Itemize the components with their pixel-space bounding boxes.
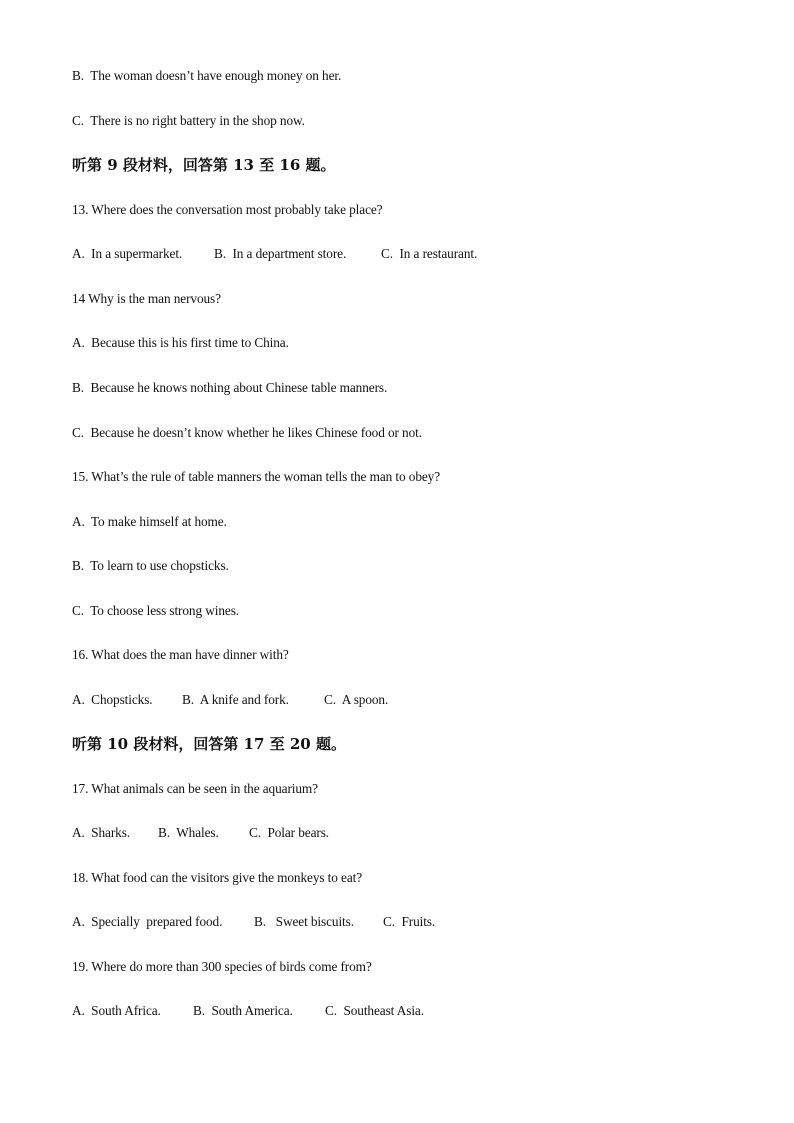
question-13-options xyxy=(72,245,477,263)
option-line: C. There is no right battery in the shop now. xyxy=(72,113,305,128)
option-line: C. Because he doesn’t know whether he likes Chinese food or not. xyxy=(72,425,422,440)
option-c: C. In a restaurant. xyxy=(381,246,478,261)
option-line: A. Because this is his first time to China. xyxy=(72,335,289,350)
question-19-options xyxy=(72,1002,424,1020)
option-c: C. Fruits. xyxy=(383,914,436,929)
question-15: 15. What’s the rule of table manners the woman tells the man to obey? xyxy=(72,469,441,484)
question-18: 18. What food can the visitors give the monkeys to eat? xyxy=(72,870,363,885)
question-17: 17. What animals can be seen in the aquarium? xyxy=(72,781,318,796)
option-c: C. Southeast Asia. xyxy=(325,1003,424,1018)
question-14: 14 Why is the man nervous? xyxy=(72,291,221,306)
question-13: 13. Where does the conversation most probably take place? xyxy=(72,202,383,217)
option-line: B. The woman doesn’t have enough money on her. xyxy=(72,68,342,83)
option-a: A. In a supermarket. xyxy=(72,246,183,261)
option-line: B. Because he knows nothing about Chinese table manners. xyxy=(72,380,388,395)
question-16-options xyxy=(72,691,388,709)
option-line: A. To make himself at home. xyxy=(72,514,227,529)
question-19: 19. Where do more than 300 species of birds come from? xyxy=(72,959,372,974)
section-heading: 听第 10 段材料，回答第 17 至 20 题。 xyxy=(72,735,346,753)
option-b: B. A knife and fork. xyxy=(182,692,289,707)
option-b: B. Sweet biscuits. xyxy=(254,914,354,929)
question-18-options xyxy=(72,913,435,931)
question-17-options xyxy=(72,824,329,842)
option-a: A. Sharks. xyxy=(72,825,130,840)
option-b: B. South America. xyxy=(193,1003,293,1018)
option-b: B. In a department store. xyxy=(214,246,347,261)
option-a: A. Specially prepared food. xyxy=(72,914,223,929)
option-a: A. South Africa. xyxy=(72,1003,161,1018)
option-line: C. To choose less strong wines. xyxy=(72,603,239,618)
option-line: B. To learn to use chopsticks. xyxy=(72,558,229,573)
option-c: C. A spoon. xyxy=(324,692,389,707)
option-c: C. Polar bears. xyxy=(249,825,330,840)
section-heading: 听第 9 段材料，回答第 13 至 16 题。 xyxy=(72,156,336,174)
option-a: A. Chopsticks. xyxy=(72,692,153,707)
question-16: 16. What does the man have dinner with? xyxy=(72,647,289,662)
option-b: B. Whales. xyxy=(158,825,219,840)
